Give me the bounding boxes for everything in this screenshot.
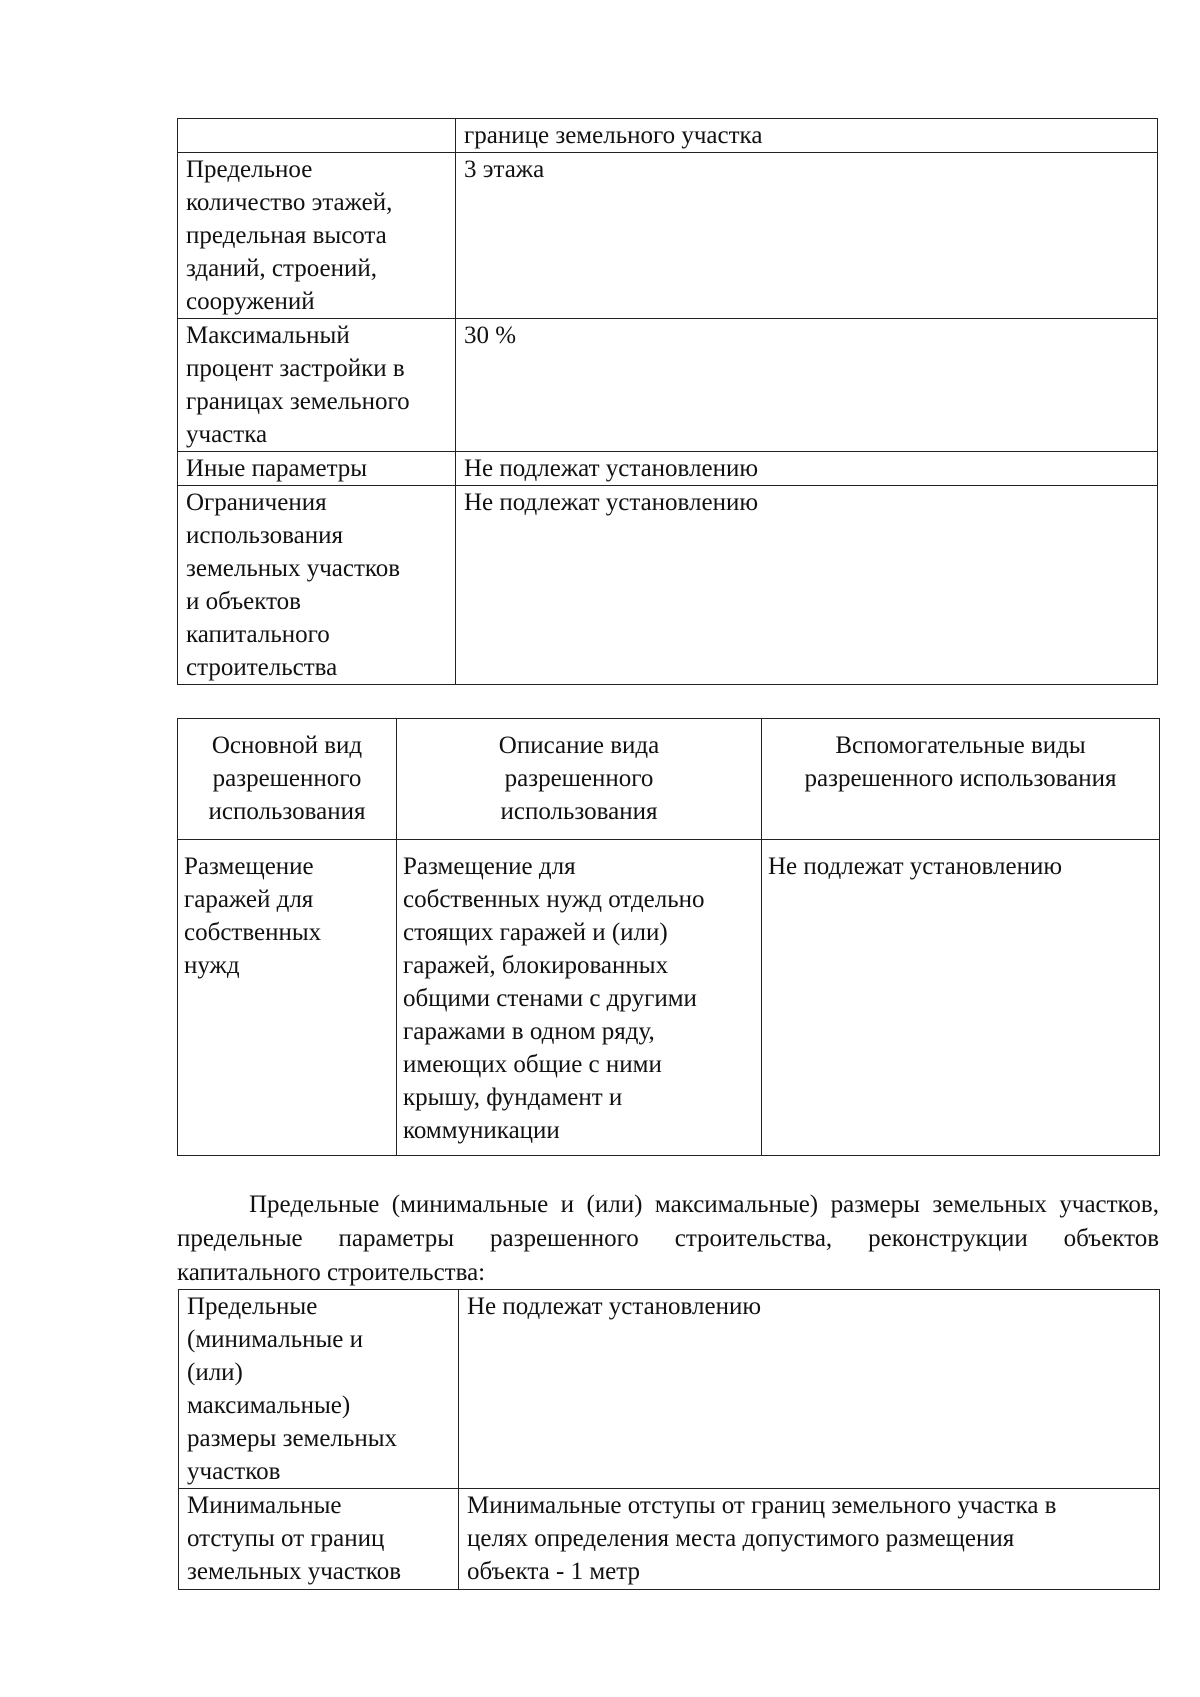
row-label (178, 119, 456, 153)
row-value: 30 % (456, 319, 1158, 452)
table-row (178, 319, 1158, 452)
cell-use-description: Размещение для собственных нужд отдельно стоящих гаражей и (или) гаражей, блокированных общими стенами с другими гаражами в одном ряду, имеющих общие с ними крышу, фундамент и коммуникации (397, 840, 762, 1156)
table-row (179, 1290, 1160, 1489)
row-label: Предельные (минимальные и (или) максимальные) размеры земельных участков (179, 1290, 459, 1489)
cell-auxiliary-uses: Не подлежат установлению (762, 840, 1160, 1156)
row-value: границе земельного участка (456, 119, 1158, 153)
table-row (178, 452, 1158, 486)
table-header-row (178, 719, 1160, 840)
row-value: Не подлежат установлению (456, 452, 1158, 486)
table-row (178, 840, 1160, 1156)
permitted-use-table (177, 718, 1160, 1156)
row-label: Предельное количество этажей, предельная высота зданий, строений, сооружений (178, 153, 456, 319)
row-value: 3 этажа (456, 153, 1158, 319)
limits-table (178, 1289, 1160, 1590)
intro-paragraph: Предельные (минимальные и (или) максимальные) размеры земельных участков, предельные параметры разрешенного строительства, реконструкции объектов капитального строительства: (177, 1191, 1159, 1286)
cell-main-use: Размещение гаражей для собственных нужд (178, 840, 397, 1156)
table-row (179, 1489, 1160, 1590)
header-auxiliary-uses: Вспомогательные виды разрешенного использования (762, 719, 1160, 840)
row-value: Не подлежат установлению (459, 1290, 1160, 1489)
row-label: Иные параметры (178, 452, 456, 486)
row-value: Минимальные отступы от границ земельного участка в целях определения места допустимого размещения объекта - 1 метр (459, 1489, 1160, 1590)
header-use-description: Описание вида разрешенного использования (397, 719, 762, 840)
header-main-use: Основной вид разрешенного использования (178, 719, 397, 840)
table-row (178, 119, 1158, 153)
row-label: Максимальный процент застройки в границах земельного участка (178, 319, 456, 452)
table-row (178, 486, 1158, 685)
row-value: Не подлежат установлению (456, 486, 1158, 685)
row-label: Минимальные отступы от границ земельных участков (179, 1489, 459, 1590)
table-row (178, 153, 1158, 319)
row-label: Ограничения использования земельных участков и объектов капитального строительства (178, 486, 456, 685)
parameters-table-continued (177, 118, 1158, 685)
